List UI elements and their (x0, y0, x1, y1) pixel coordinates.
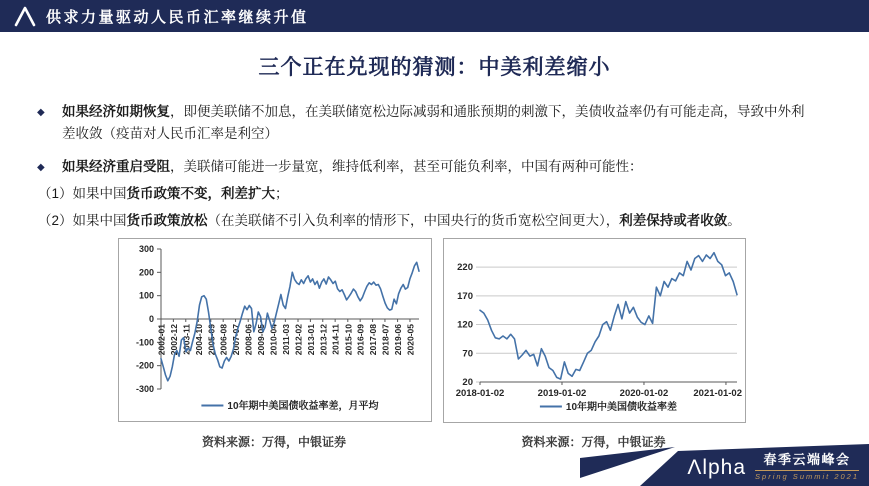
svg-text:2020-05: 2020-05 (405, 324, 416, 356)
svg-text:300: 300 (138, 244, 154, 254)
chart-cn-us-yield-spread-monthly (118, 238, 432, 422)
svg-text:2016-09: 2016-09 (355, 324, 366, 356)
svg-text:2019-01-02: 2019-01-02 (537, 388, 587, 399)
header-bar (0, 0, 869, 32)
svg-text:2017-08: 2017-08 (368, 324, 379, 356)
svg-text:2019-06: 2019-06 (393, 324, 404, 356)
chart-cn-us-yield-spread-daily (443, 238, 746, 423)
footer-banner (580, 440, 869, 486)
event-title-en: Spring Summit 2021 (755, 472, 859, 481)
bullet-diamond-icon: ◆ (37, 107, 45, 118)
svg-text:-200: -200 (135, 360, 154, 371)
svg-text:-100: -100 (135, 337, 154, 348)
svg-text:2018-01-02: 2018-01-02 (455, 388, 505, 399)
svg-text:2009-05: 2009-05 (256, 324, 267, 356)
svg-text:120: 120 (457, 319, 473, 331)
svg-text:200: 200 (138, 267, 154, 278)
svg-text:2006-08: 2006-08 (218, 324, 229, 356)
svg-text:70: 70 (462, 348, 473, 360)
svg-text:2020-01-02: 2020-01-02 (619, 388, 669, 399)
svg-text:20: 20 (462, 377, 473, 388)
alpha-logo: Λlpha (687, 455, 747, 479)
gold-divider (755, 470, 859, 471)
svg-text:2007-07: 2007-07 (231, 324, 242, 356)
svg-text:2002-01: 2002-01 (156, 324, 167, 356)
svg-text:0: 0 (148, 314, 154, 324)
svg-text:2005-09: 2005-09 (206, 324, 217, 356)
svg-text:2012-02: 2012-02 (293, 324, 304, 356)
svg-text:2014-11: 2014-11 (330, 324, 341, 355)
svg-text:2015-10: 2015-10 (343, 324, 354, 356)
svg-text:220: 220 (457, 262, 473, 274)
svg-text:2018-07: 2018-07 (380, 324, 391, 356)
svg-text:2002-12: 2002-12 (168, 324, 179, 356)
header-title: 供求力量驱动人民币汇率继续升值 (46, 8, 309, 26)
bullet-paragraph: ◆ 如果经济重启受阻，美联储可能进一步量宽，维持低利率，甚至可能负利率，中国有两种可能性： (36, 156, 836, 178)
source-caption-left: 资料来源：万得，中银证券 (201, 435, 346, 449)
svg-text:100: 100 (138, 290, 154, 301)
svg-text:-300: -300 (135, 384, 154, 394)
svg-text:170: 170 (457, 290, 473, 302)
bullet-paragraph: ◆ 如果经济如期恢复，即便美联储不加息，在美联储宽松边际减弱和通胀预期的刺激下，美债收益率仍有可能走高，导致中外利 (36, 101, 836, 123)
svg-text:2011-03: 2011-03 (280, 324, 291, 355)
paragraph: （1）如果中国货币政策不变，利差扩大； (38, 186, 289, 201)
event-title (755, 453, 859, 481)
svg-text:2010-04: 2010-04 (268, 324, 279, 356)
banner-content (687, 453, 859, 481)
svg-text:2003-11: 2003-11 (181, 324, 192, 355)
alpha-triangle-icon (13, 5, 37, 27)
svg-text:10年期中美国债收益率差: 10年期中美国债收益率差 (565, 402, 678, 413)
svg-text:2008-06: 2008-06 (243, 324, 254, 356)
body-paragraphs (36, 101, 836, 232)
event-title-cn: 春季云端峰会 (763, 452, 851, 468)
svg-text:2004-10: 2004-10 (193, 324, 204, 356)
paragraph: （2）如果中国货币政策放松（在美联储不引入负利率的情形下，中国央行的货币宽松空间更大），利差保持或者收敛。 (38, 213, 741, 228)
paragraph: 差收敛（疫苗对人民币汇率是利空） (62, 126, 278, 141)
page-title: 三个正在兑现的猜测：中美利差缩小 (258, 56, 611, 79)
svg-text:2013-01: 2013-01 (305, 324, 316, 356)
svg-text:2021-01-02: 2021-01-02 (693, 388, 742, 399)
source-caption-right: 资料来源：万得，中银证券 (521, 435, 666, 449)
bullet-diamond-icon: ◆ (37, 162, 45, 173)
svg-text:10年期中美国债收益率差，月平均: 10年期中美国债收益率差，月平均 (227, 401, 379, 412)
svg-text:2013-12: 2013-12 (318, 324, 329, 356)
